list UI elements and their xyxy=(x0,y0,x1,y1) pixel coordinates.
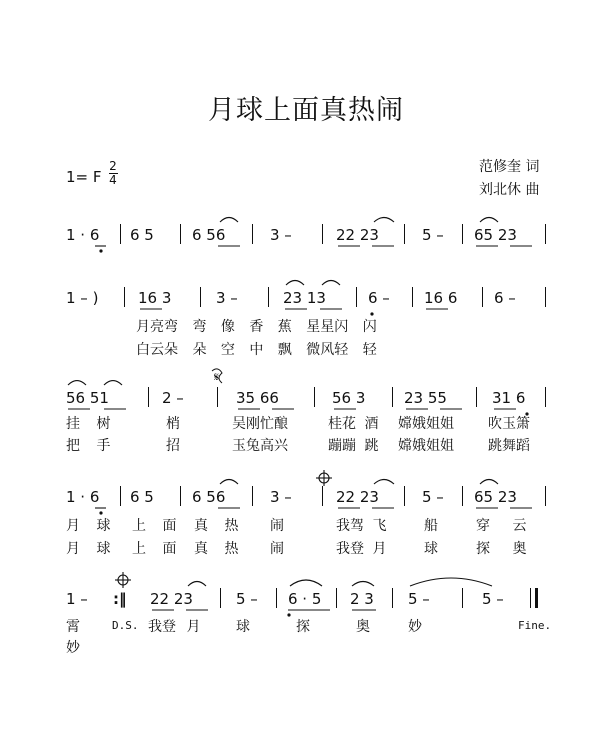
measure-notes: 5 – xyxy=(422,226,444,244)
lyric: 妙 xyxy=(408,619,422,635)
measure-notes: 2 3 xyxy=(350,590,374,608)
lyric: 玉兔高兴 xyxy=(232,438,288,454)
lyric: 上 面 xyxy=(132,541,177,557)
measure-notes: 3 – xyxy=(216,289,238,307)
lyric: 探 奥 xyxy=(476,541,527,557)
measure-notes: 3 – xyxy=(270,226,292,244)
measure-notes: 1 – xyxy=(66,590,88,608)
beam-underlines xyxy=(68,246,532,610)
measure-notes: 5 – xyxy=(408,590,430,608)
measure-notes: 16 3 xyxy=(138,289,172,307)
lyric: 我登 月 xyxy=(336,541,387,557)
measure-notes: 16 6 xyxy=(424,289,458,307)
measure-notes: 5 – xyxy=(482,590,504,608)
lyric: 我登 月 xyxy=(148,619,201,635)
measure-notes: 23 55 xyxy=(404,389,447,407)
lyric: 挂 树 xyxy=(66,416,111,432)
measure-notes: 5 – xyxy=(236,590,258,608)
lyric: 桂花 酒 xyxy=(328,416,379,432)
lyric: 嫦娥姐姐 xyxy=(398,438,454,454)
measure-notes: 6 – xyxy=(368,289,390,307)
measure-notes: 6 5 xyxy=(130,488,154,506)
lyric: 招 xyxy=(166,438,180,454)
coda-sign-1 xyxy=(316,470,332,486)
measure-notes: 1 · 6 xyxy=(66,488,100,506)
measure-notes: 31 6 xyxy=(492,389,526,407)
lyric: 嫦娥姐姐 xyxy=(398,416,454,432)
segno-sign xyxy=(212,369,222,384)
time-denominator: 4 xyxy=(109,173,117,187)
dal-segno-mark: D.S. xyxy=(112,619,139,632)
measure-notes: 35 66 xyxy=(236,389,279,407)
measure-notes: 6 56 xyxy=(192,226,226,244)
measure-notes: 5 – xyxy=(422,488,444,506)
lyric: 妙 xyxy=(66,640,80,656)
lyric: 月 球 xyxy=(66,541,111,557)
lyric: 球 xyxy=(424,541,438,557)
measure-notes: 23 13 xyxy=(283,289,326,307)
fine-mark: Fine. xyxy=(518,619,552,632)
measure-notes: 6 56 xyxy=(192,488,226,506)
lyric: 跳舞蹈 xyxy=(488,438,530,454)
measure-notes: 1 · 6 xyxy=(66,226,100,244)
measure-notes: 22 23 xyxy=(150,590,193,608)
lyric: 奥 xyxy=(356,619,370,635)
lyric: 真 热 xyxy=(194,541,239,557)
lyric: 真 热 xyxy=(194,518,239,534)
measure-notes: 2 – xyxy=(162,389,184,407)
measure-notes: 6 · 5 xyxy=(288,590,322,608)
composer-credit: 刘北休 曲 xyxy=(479,182,540,198)
lyric: 我驾 飞 xyxy=(336,518,387,534)
lyric: 探 xyxy=(296,619,310,635)
measure-notes: 56 3 xyxy=(332,389,366,407)
lyric: 闹 xyxy=(270,541,284,557)
measure-notes: 22 23 xyxy=(336,226,379,244)
lyric: 梢 xyxy=(166,416,180,432)
lyric-line-2: 白云朵 朵 空 中 飘 微风轻 轻 xyxy=(136,342,377,358)
measure-notes: 6 5 xyxy=(130,226,154,244)
lyric: 吴刚忙酿 xyxy=(232,416,288,432)
measure-notes: 65 23 xyxy=(474,226,517,244)
octave-dots xyxy=(99,249,528,616)
measure-notes: 22 23 xyxy=(336,488,379,506)
coda-sign-2 xyxy=(115,572,131,588)
lyric: 月 球 xyxy=(66,518,111,534)
key-signature: 1= F xyxy=(66,168,102,186)
measure-notes: 3 – xyxy=(270,488,292,506)
song-title: 月球上面真热闹 xyxy=(208,95,404,126)
lyric: 把 手 xyxy=(66,438,111,454)
lyric: 上 面 xyxy=(132,518,177,534)
lyric: 霄 xyxy=(66,619,80,635)
measure-notes: 6 – xyxy=(494,289,516,307)
measure-notes: 65 23 xyxy=(474,488,517,506)
measure-notes: 1 – ) xyxy=(66,289,99,307)
svg-text:𝄋: 𝄋 xyxy=(214,370,220,384)
lyric: 闹 xyxy=(270,518,284,534)
lyric: 船 xyxy=(424,518,438,534)
lyric: 球 xyxy=(236,619,250,635)
repeat-sign: :‖ xyxy=(113,590,127,608)
slur-marks xyxy=(68,218,498,587)
time-numerator: 2 xyxy=(109,159,117,173)
lyric: 穿 云 xyxy=(476,518,527,534)
lyric-line-1: 月亮弯 弯 像 香 蕉 星星闪 闪 xyxy=(136,319,377,335)
lyric: 吹玉箫 xyxy=(488,416,530,432)
measure-notes: 56 51 xyxy=(66,389,109,407)
lyric: 蹦蹦 跳 xyxy=(328,438,379,454)
lyricist-credit: 范修奎 词 xyxy=(479,159,540,175)
